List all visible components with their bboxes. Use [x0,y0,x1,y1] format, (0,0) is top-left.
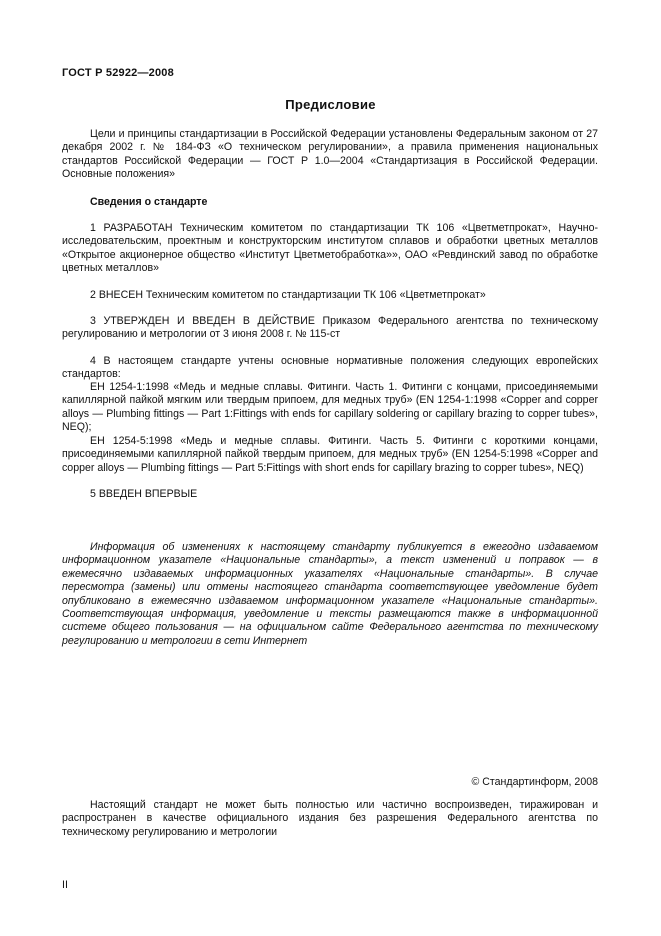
section-title-standard-info: Сведения о стандарте [90,196,208,208]
page-title: Предисловие [285,97,376,112]
reproduction-notice: Настоящий стандарт не может быть полностью или частично воспроизведен, тиражирован и распространен в качестве официального издания без разрешения Федерального агентства по техническому регулированию и метрологии [62,799,598,838]
item-3-approved: 3 УТВЕРЖДЕН И ВВЕДЕН В ДЕЙСТВИЕ Приказом Федерального агентства по техническому регулированию и метрологии от 3 июня 2008 г. № 115-ст [62,315,598,341]
intro-paragraph: Цели и принципы стандартизации в Российской Федерации установлены Федеральным законом от 27 декабря 2002 г. № 184-ФЗ «О техническом регулировании», а правила применения национальных стандартов Российской Федерации — ГОСТ Р 1.0—2004 «Стандартизация в Российской Федерации. Основные положения» [62,128,598,181]
item-4-en-1254-1: EH 1254-1:1998 «Медь и медные сплавы. Фитинги. Часть 1. Фитинги с концами, присоединяемыми капиллярной пайкой мягким или твердым припоем, для медных труб» (EN 1254-1:1998 «Copper and copper alloys — Plumbing fittings — Part 1:Fittings with ends for capillary soldering or capillary brazing to copper tubes», NEQ); [62,381,598,434]
item-4-european-standards: 4 В настоящем стандарте учтены основные нормативные положения следующих европейских стандартов: [62,355,598,381]
document-header: ГОСТ Р 52922—2008 [62,67,174,79]
copyright-line: © Стандартинформ, 2008 [471,776,598,788]
info-notice-paragraph: Информация об изменениях к настоящему стандарту публикуется в ежегодно издаваемом информационном указателе «Национальные стандарты», а текст изменений и поправок — в ежемесячно издаваемых информационных указателях «Национальные стандарты». В случае пересмотра (замены) или отмены настоящего стандарта соответствующее уведомление будет опубликовано в ежемесячно издаваемом информационном указателе «Национальные стандарты». Соответствующая информация, уведомление и тексты размещаются также в информационной системе общего пользования — на официальном сайте Федерального агентства по техническому регулированию и метрологии в сети Интернет [62,541,598,647]
item-1-developed: 1 РАЗРАБОТАН Техническим комитетом по стандартизации ТК 106 «Цветметпрокат», Научно-исследовательским, проектным и конструкторским институтом сплавов и обработки цветных металлов «Открытое акционерное общество «Институт Цветметобработка»», ОАО «Ревдинский завод по обработке цветных металлов» [62,222,598,275]
item-4-en-1254-5: EH 1254-5:1998 «Медь и медные сплавы. Фитинги. Часть 5. Фитинги с короткими концами, присоединяемыми капиллярной пайкой твердым припоем, для медных труб» (EN 1254-5:1998 «Copper and copper alloys — Plumbing fittings — Part 5:Fittings with short ends for capillary brazing to copper tubes», NEQ) [62,435,598,474]
page-number: II [62,879,68,891]
item-5-first-introduced: 5 ВВЕДЕН ВПЕРВЫЕ [90,488,198,500]
item-2-submitted: 2 ВНЕСЕН Техническим комитетом по стандартизации ТК 106 «Цветметпрокат» [90,289,486,301]
